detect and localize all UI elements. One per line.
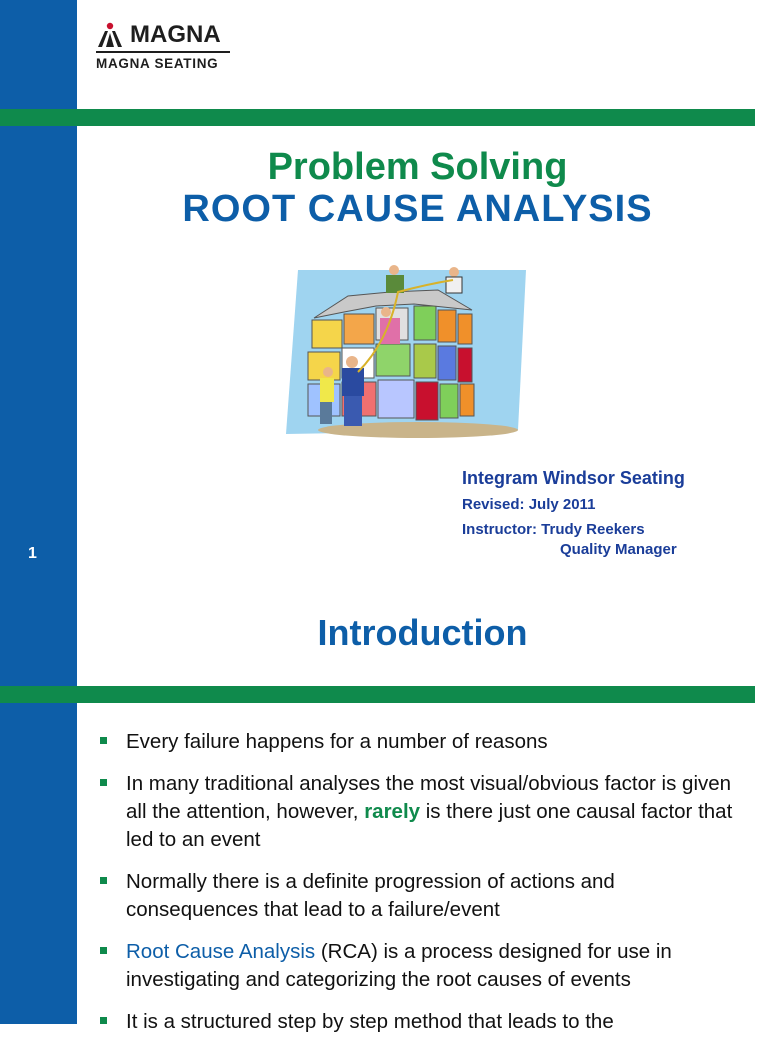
list-item: In many traditional analyses the most visual/obvious factor is given all the attention, however, rarely is there just one causal factor that led to an event xyxy=(100,770,740,854)
instructor-name: Instructor: Trudy Reekers xyxy=(462,521,645,538)
bullet-list xyxy=(100,728,740,1050)
section-divider xyxy=(0,686,755,703)
bullet-square-icon xyxy=(100,1017,107,1024)
title-line2: ROOT CAUSE ANALYSIS xyxy=(182,188,653,230)
list-item: Every failure happens for a number of reasons xyxy=(100,728,740,756)
magna-logo-mark-icon xyxy=(96,22,128,48)
bullet-square-icon xyxy=(100,877,107,884)
bullet-square-icon xyxy=(100,737,107,744)
logo-brand: MAGNA xyxy=(130,21,221,48)
revised-date: Revised: July 2011 xyxy=(462,496,596,513)
instructor-role: Quality Manager xyxy=(560,541,677,558)
rubiks-cube-teamwork-clipart-icon xyxy=(278,262,528,440)
title-line1: Problem Solving xyxy=(267,146,568,188)
company-name: Integram Windsor Seating xyxy=(462,468,685,488)
magna-logo xyxy=(96,20,236,71)
left-sidebar xyxy=(0,0,77,1024)
logo-subtitle: MAGNA SEATING xyxy=(96,56,219,71)
logo-rule xyxy=(96,51,230,53)
header-divider xyxy=(0,109,755,126)
list-item: Root Cause Analysis (RCA) is a process designed for use in investigating and categorizing the root causes of events xyxy=(100,938,740,994)
section-heading: Introduction xyxy=(317,612,528,653)
list-item: It is a structured step by step method that leads to the xyxy=(100,1008,740,1036)
list-item: Normally there is a definite progression of actions and consequences that lead to a failure/event xyxy=(100,868,740,924)
slide-number: 1 xyxy=(28,545,37,562)
bullet-square-icon xyxy=(100,947,107,954)
bullet-square-icon xyxy=(100,779,107,786)
highlight-rarely: rarely xyxy=(364,800,421,823)
highlight-rca: Root Cause Analysis xyxy=(126,940,316,963)
